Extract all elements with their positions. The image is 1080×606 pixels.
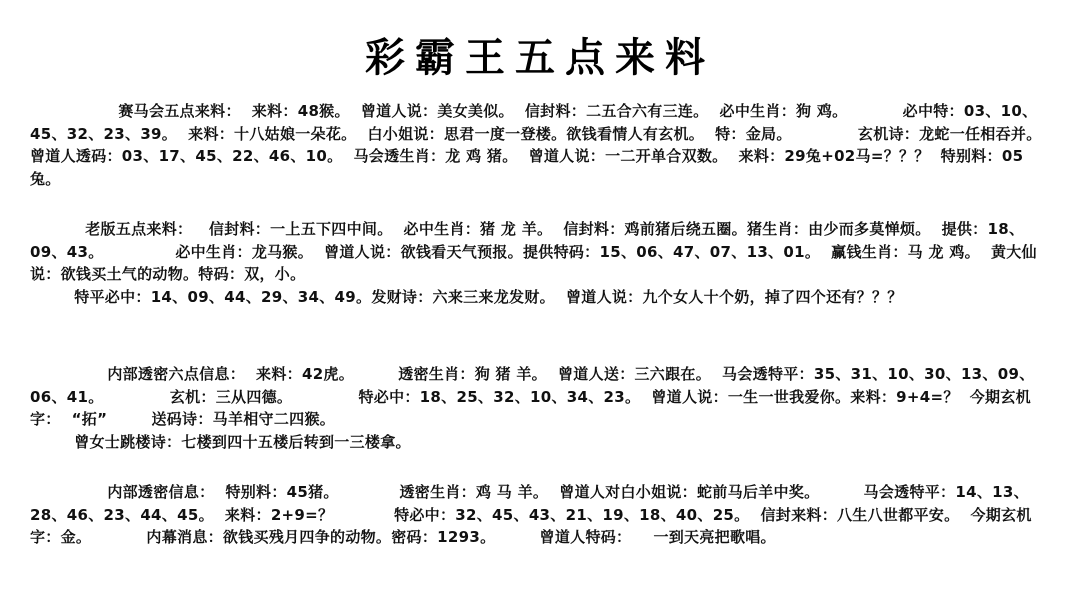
section-paragraph: 内部透密六点信息： 来料：42虎。 透密生肖：狗 猪 羊。 曾道人送：三六跟在。 马会透特平：35、31、10、30、13、09、06、41。 玄机：三从四德。 特必中：18、25、32、10、34、23。 曾道人说：一生一世我爱你。来料：9+4=？ 今期玄机字： “拓” 送码诗：马羊相守二四猴。 曾女士跳楼诗：七楼到四十五楼后转到一三楼拿。 (30, 365, 1035, 451)
page-title: 彩霸王五点来料 (365, 34, 715, 81)
section-paragraph: 内部透密信息： 特别料：45猪。 透密生肖：鸡 马 羊。 曾道人对白小姐说：蛇前马后羊中奖。 马会透特平：14、13、28、46、23、44、45。 来料：2+9=？ 特必中：32、45、43、21、19、18、40、25。 信封来料：八生八世都平安。 今期玄机字：金。 内幕消息：欲钱买残月四争的动物。密码：1293。 曾道人特码： 一到天亮把歌唱。 (30, 483, 1032, 546)
section-paragraph: 赛马会五点来料： 来料：48猴。 曾道人说：美女美似。 信封料：二五合六有三连。 必中生肖：狗 鸡。 必中特：03、10、45、32、23、39。 来料：十八姑娘一朵花。 白小姐说：思君一度一登楼。欲钱看情人有玄机。 特：金局。 玄机诗：龙蛇一任相吞并。 曾道人透码：03、17、45、22、46、10。 马会透生肖：龙 鸡 猪。 曾道人说：一二开单合双数。 来料：29兔+02马=？？？ 特别料：05兔。 (30, 102, 1053, 188)
section-paragraph: 老版五点来料： 信封料：一上五下四中间。 必中生肖：猪 龙 羊。 信封料：鸡前猪后绕五圈。猪生肖：由少而多莫惮烦。 提供：18、09、43。 必中生肖：龙马猴。 曾道人说：欲钱看天气预报。提供特码：15、06、47、07、13、01。 赢钱生肖：马 龙 鸡。 黄大仙说：欲钱买土气的动物。特码：双，小。 特平必中：14、09、44、29、34、49。发财诗：六来三来龙发财。 曾道人说：九个女人十个奶，掉了四个还有？？？ (30, 220, 1037, 306)
